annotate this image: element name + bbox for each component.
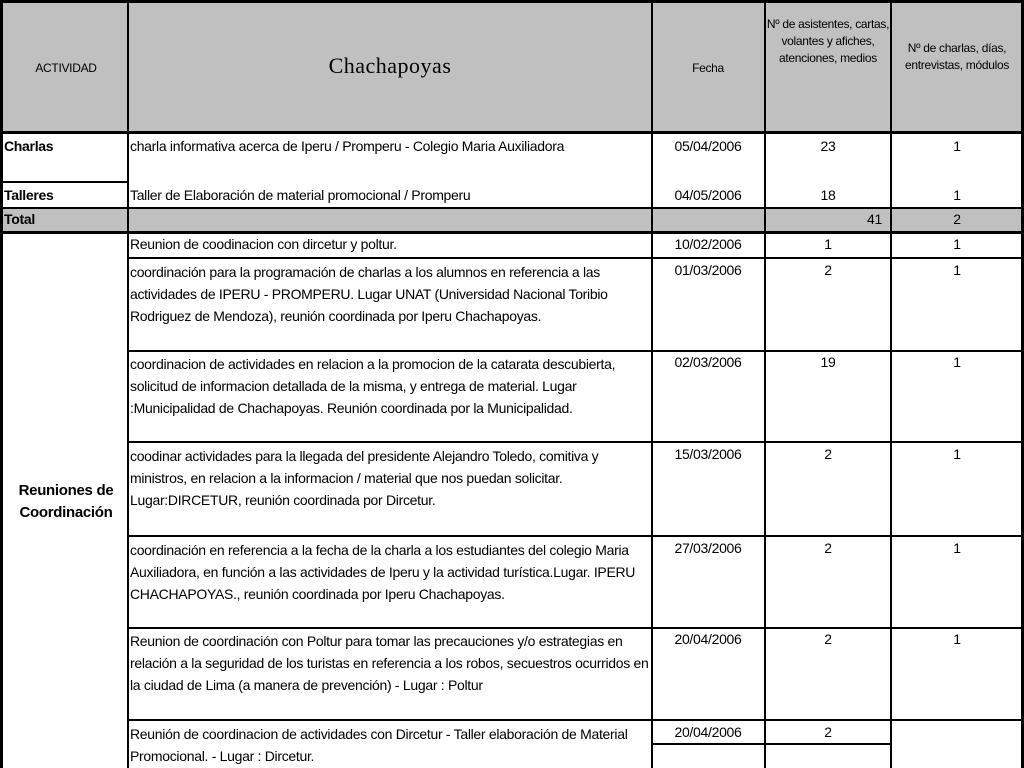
grid-hline — [0, 131, 1024, 134]
grid-hline — [128, 350, 1024, 352]
grid-hline — [128, 535, 1024, 537]
row-label-reuniones: Reuniones de Coordinación — [18, 482, 114, 521]
grid-vline — [0, 0, 3, 768]
grid-hline — [128, 719, 1024, 721]
row-num-talleres: 1 — [953, 187, 961, 203]
reunion-asistentes: 2 — [824, 262, 832, 278]
reunion-asistentes: 2 — [824, 446, 832, 462]
reunion-num: 1 — [953, 236, 961, 252]
reunion-fecha: 27/03/2006 — [674, 540, 742, 556]
reunion-desc: coodinar actividades para la llegada del presidente Alejandro Toledo, comitiva y ministros, en relacion a la informacion / material que nos puedan solicitar. Lugar:DIRCETUR, reunión coordinada por Dircetur. — [130, 448, 599, 508]
grid-hline — [652, 743, 890, 745]
grid-hline — [0, 207, 1024, 209]
reunion-asistentes: 1 — [824, 236, 832, 252]
grid-hline — [128, 627, 1024, 629]
row-num-charlas: 1 — [953, 138, 961, 154]
reunion-desc: coordinación para la programación de charlas a los alumnos en referencia a las actividades de IPERU - PROMPERU. Lugar UNAT (Universidad Nacional Toribio Rodriguez de Mendoza), reunión coordinada por Iperu Chachapoyas. — [130, 264, 608, 324]
grid-hline — [0, 0, 1024, 3]
grid-vline — [127, 0, 129, 768]
header-city: Chachapoyas — [328, 53, 452, 78]
reunion-num: 1 — [953, 446, 961, 462]
row-asistentes-total: 41 — [867, 211, 882, 227]
grid-hline — [0, 231, 1024, 234]
reunion-asistentes: 2 — [824, 724, 832, 740]
grid-vline — [764, 0, 766, 768]
reunion-num: 1 — [953, 354, 961, 370]
reunion-asistentes: 2 — [824, 631, 832, 647]
reunion-num: 1 — [953, 262, 961, 278]
reunion-fecha: 20/04/2006 — [674, 724, 742, 740]
row-desc-charlas: charla informativa acerca de Iperu / Promperu - Colegio Maria Auxiliadora — [130, 138, 565, 154]
reunion-fecha: 20/04/2006 — [674, 631, 742, 647]
row-desc-talleres: Taller de Elaboración de material promocional / Promperu — [130, 187, 471, 203]
reunion-asistentes: 19 — [820, 354, 836, 370]
header-charlas: Nº de charlas, días, entrevistas, módulos — [904, 41, 1010, 72]
reunion-fecha: 10/02/2006 — [674, 236, 742, 252]
reunion-desc: Reunion de coordinación con Poltur para tomar las precauciones y/o estrategias en relación a la seguridad de los turistas en referencia a los robos, secuestros ocurridos en la ciudad de Lima (a manera de prevención) - Lugar : Poltur — [130, 633, 649, 693]
reunion-desc: coordinacion de actividades en relacion a la promocion de la catarata descubierta, solicitud de informacion detallada de la misma, y entrega de material. Lugar :Municipalidad de Chachapoyas. Reunión coordinada por la Municipalidad. — [130, 356, 616, 416]
row-fecha-charlas: 05/04/2006 — [674, 138, 742, 154]
reunion-num: 1 — [953, 631, 961, 647]
reunion-fecha: 02/03/2006 — [674, 354, 742, 370]
grid-hline — [128, 257, 1024, 259]
grid-hline — [128, 441, 1024, 443]
grid-hline — [0, 181, 128, 183]
row-num-total: 2 — [953, 211, 961, 227]
reunion-desc: Reunión de coordinacion de actividades con Dircetur - Taller elaboración de Material Promocional. - Lugar : Dircetur. — [130, 726, 628, 764]
row-label-talleres: Talleres — [4, 187, 54, 203]
row-label-total: Total — [4, 211, 35, 227]
reunion-fecha: 01/03/2006 — [674, 262, 742, 278]
reunion-num: 1 — [953, 540, 961, 556]
header-asistentes: Nº de asistentes, cartas, volantes y afiches, atenciones, medios — [766, 17, 890, 65]
row-label-charlas: Charlas — [4, 138, 54, 154]
grid-vline — [890, 0, 892, 768]
row-asistentes-charlas: 23 — [820, 138, 836, 154]
row-fecha-talleres: 04/05/2006 — [674, 187, 742, 203]
header-fecha: Fecha — [692, 61, 724, 75]
reunion-asistentes: 2 — [824, 540, 832, 556]
reunion-desc: coordinación en referencia a la fecha de la charla a los estudiantes del colegio Maria Auxiliadora, en función a las actividades de Iperu y la actividad turística.Lugar. IPERU CHACHAPOYAS., reunión coordinada por Iperu Chachapoyas. — [130, 542, 636, 602]
reunion-fecha: 15/03/2006 — [674, 446, 742, 462]
grid-vline — [651, 0, 653, 768]
header-actividad: ACTIVIDAD — [35, 61, 97, 75]
row-asistentes-talleres: 18 — [820, 187, 836, 203]
reunion-desc: Reunion de coodinacion con dircetur y poltur. — [130, 236, 397, 252]
